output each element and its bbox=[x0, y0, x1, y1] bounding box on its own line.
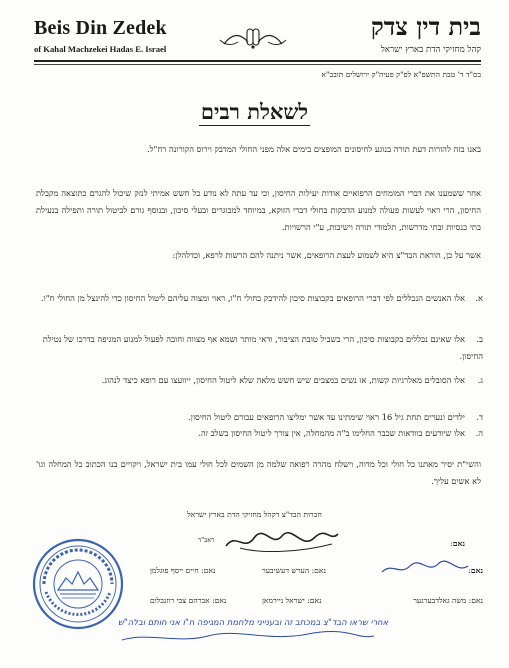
paragraph-ruling: אשר על כן, הוראת הבד"צ היא לשמוע לעצת הרופאים, אשר ניתנה להם הרשות לרפא, וכדלהלן: bbox=[172, 250, 481, 260]
paragraph-reasoning: אחר ששמענו את דברי המומחים הרפואיים אודות יעילות החיסון, וכי עד עתה לא נודע כל חשש אמיתי לנזק שיכול להגרם כתוצאה מקבלת החיסון, הרי ראוי לעשות פעולה למנוע הדבקות בחולי דברי הזוקא, במיוחד למבוגרים ובעלי סיכון, ובנוסף גורם לביטול תורה ותפילה בנעילת בתי כנסיות ובתי מדרשות, תלמודי תורה וישיבות, ע"י הרשויות. bbox=[36, 188, 481, 232]
signature-scrawl-row2-right bbox=[380, 558, 470, 578]
list-item-label: ב. bbox=[476, 334, 483, 344]
signature-row2-mid: נאם: הערש דעשיבער bbox=[262, 566, 326, 575]
list-item-b bbox=[36, 331, 483, 365]
letterhead-hebrew-title: בית דין צדק bbox=[370, 12, 481, 41]
signatories-title: חברות הבד"צ דקהל מחזיקי הדת בארץ ישראל bbox=[187, 510, 322, 519]
beis-din-seal-icon bbox=[32, 538, 124, 630]
list-item-a bbox=[36, 290, 483, 307]
list-item-label: א. bbox=[475, 293, 483, 303]
list-item-text: אלו הסובלים מאלרגיות קשות, או נשים במצבים שיש חשש מלאה שלא ליטול החיסון, ייוועצו עם רופא כיצד לנהוג. bbox=[101, 375, 465, 385]
list-item-e bbox=[36, 425, 483, 442]
signature-row3-left: נאם: אברהם צבי רוזנבלום bbox=[150, 596, 227, 605]
signature-name-label-row2: נאם: bbox=[468, 566, 483, 575]
list-item-label: ד. bbox=[476, 412, 483, 422]
list-item-label: ג. bbox=[477, 375, 483, 385]
signature-row2-left: נאם: חיים ייסף פוגלמן bbox=[150, 566, 216, 575]
letterhead-english-title: Beis Din Zedek bbox=[34, 17, 167, 39]
name-label: נאם bbox=[452, 539, 465, 548]
list-item-label: ה. bbox=[475, 428, 483, 438]
signature-scrawl-president bbox=[222, 528, 342, 554]
date-line: בס"ד ד' טבת התשפ"א לפ"ק פעיה"ק ירושלים תובב"א bbox=[321, 70, 481, 79]
letterhead-rule-thick bbox=[34, 60, 481, 62]
list-item-d bbox=[36, 409, 483, 426]
paragraph-closing: והשי"ת יסיר מאתנו כל חולי וכל מדוה, וישלח מהרה רפואה שלמה מן השמים לכל חולי עמו בית ישראל, ויקויים בנו הכתוב כל המחלה וגו' לא אשים עליך. bbox=[36, 459, 481, 486]
signature-role-president: ראב"ד bbox=[198, 536, 215, 544]
handwritten-note: אחרי שראו הבד"צ במכתב זה ובענייני מלחמת המגיפה ח"ו אני חותם ובלה"ש bbox=[118, 617, 389, 627]
paragraph-intro: באנו בזה להורות דעת תורה בנוגע לחיסונים המופצים בימים אלה מפני החולי המדבק וירוס הקורונה רח"ל. bbox=[147, 144, 481, 154]
list-item-text: ילדים ונערים תחת גיל 16 ראוי שימתינו עד אשר ימליצו הרופאים עבורם ליטול החיסון. bbox=[188, 412, 465, 422]
letter-heading-text: לשאלת רבים bbox=[200, 99, 309, 124]
letterhead-hebrew-subtitle: קהל מחזיקי הדת בארץ ישראל bbox=[380, 45, 481, 55]
signature-scrawl-handwritten bbox=[118, 630, 378, 646]
signature-name-label-row1: נאם: bbox=[450, 539, 465, 548]
signature-row3-mid: נאם: ישראל ניירמאן bbox=[262, 596, 322, 605]
tablets-ornament-icon bbox=[218, 22, 288, 52]
list-item-c bbox=[36, 372, 483, 389]
signature-row3-right: נאם: משה גאלדבערגער bbox=[413, 596, 483, 605]
letter-heading bbox=[0, 99, 509, 125]
list-item-text: אלו שיודעים בוודאות שכבר החלימו ב"ה מהמחלה, אין צורך ליטול החיסון בשלב זה. bbox=[198, 428, 465, 438]
list-item-text: אלו האנשים הנכללים לפי דברי הרופאים בקבוצות סיכון להידבק בחולי ח"ו, ראוי ומצוה עליהם ליטול החיסון כדי להינצל מן החולי ח"ו. bbox=[40, 293, 465, 303]
letterhead-english-subtitle: of Kahal Machzekei Hadas E. Israel bbox=[34, 44, 167, 54]
list-item-text: אלו שאינם נכללים בקבוצות סיכון, הרי בשביל טובת הציבור, ודאי מותר ושמא אף מצווה וחובה לפעול למנוע המגיפה בדרכו של נטילת החיסון. bbox=[42, 334, 483, 361]
name-label: נאם bbox=[470, 566, 483, 575]
letterhead-rule-thin bbox=[34, 64, 481, 65]
